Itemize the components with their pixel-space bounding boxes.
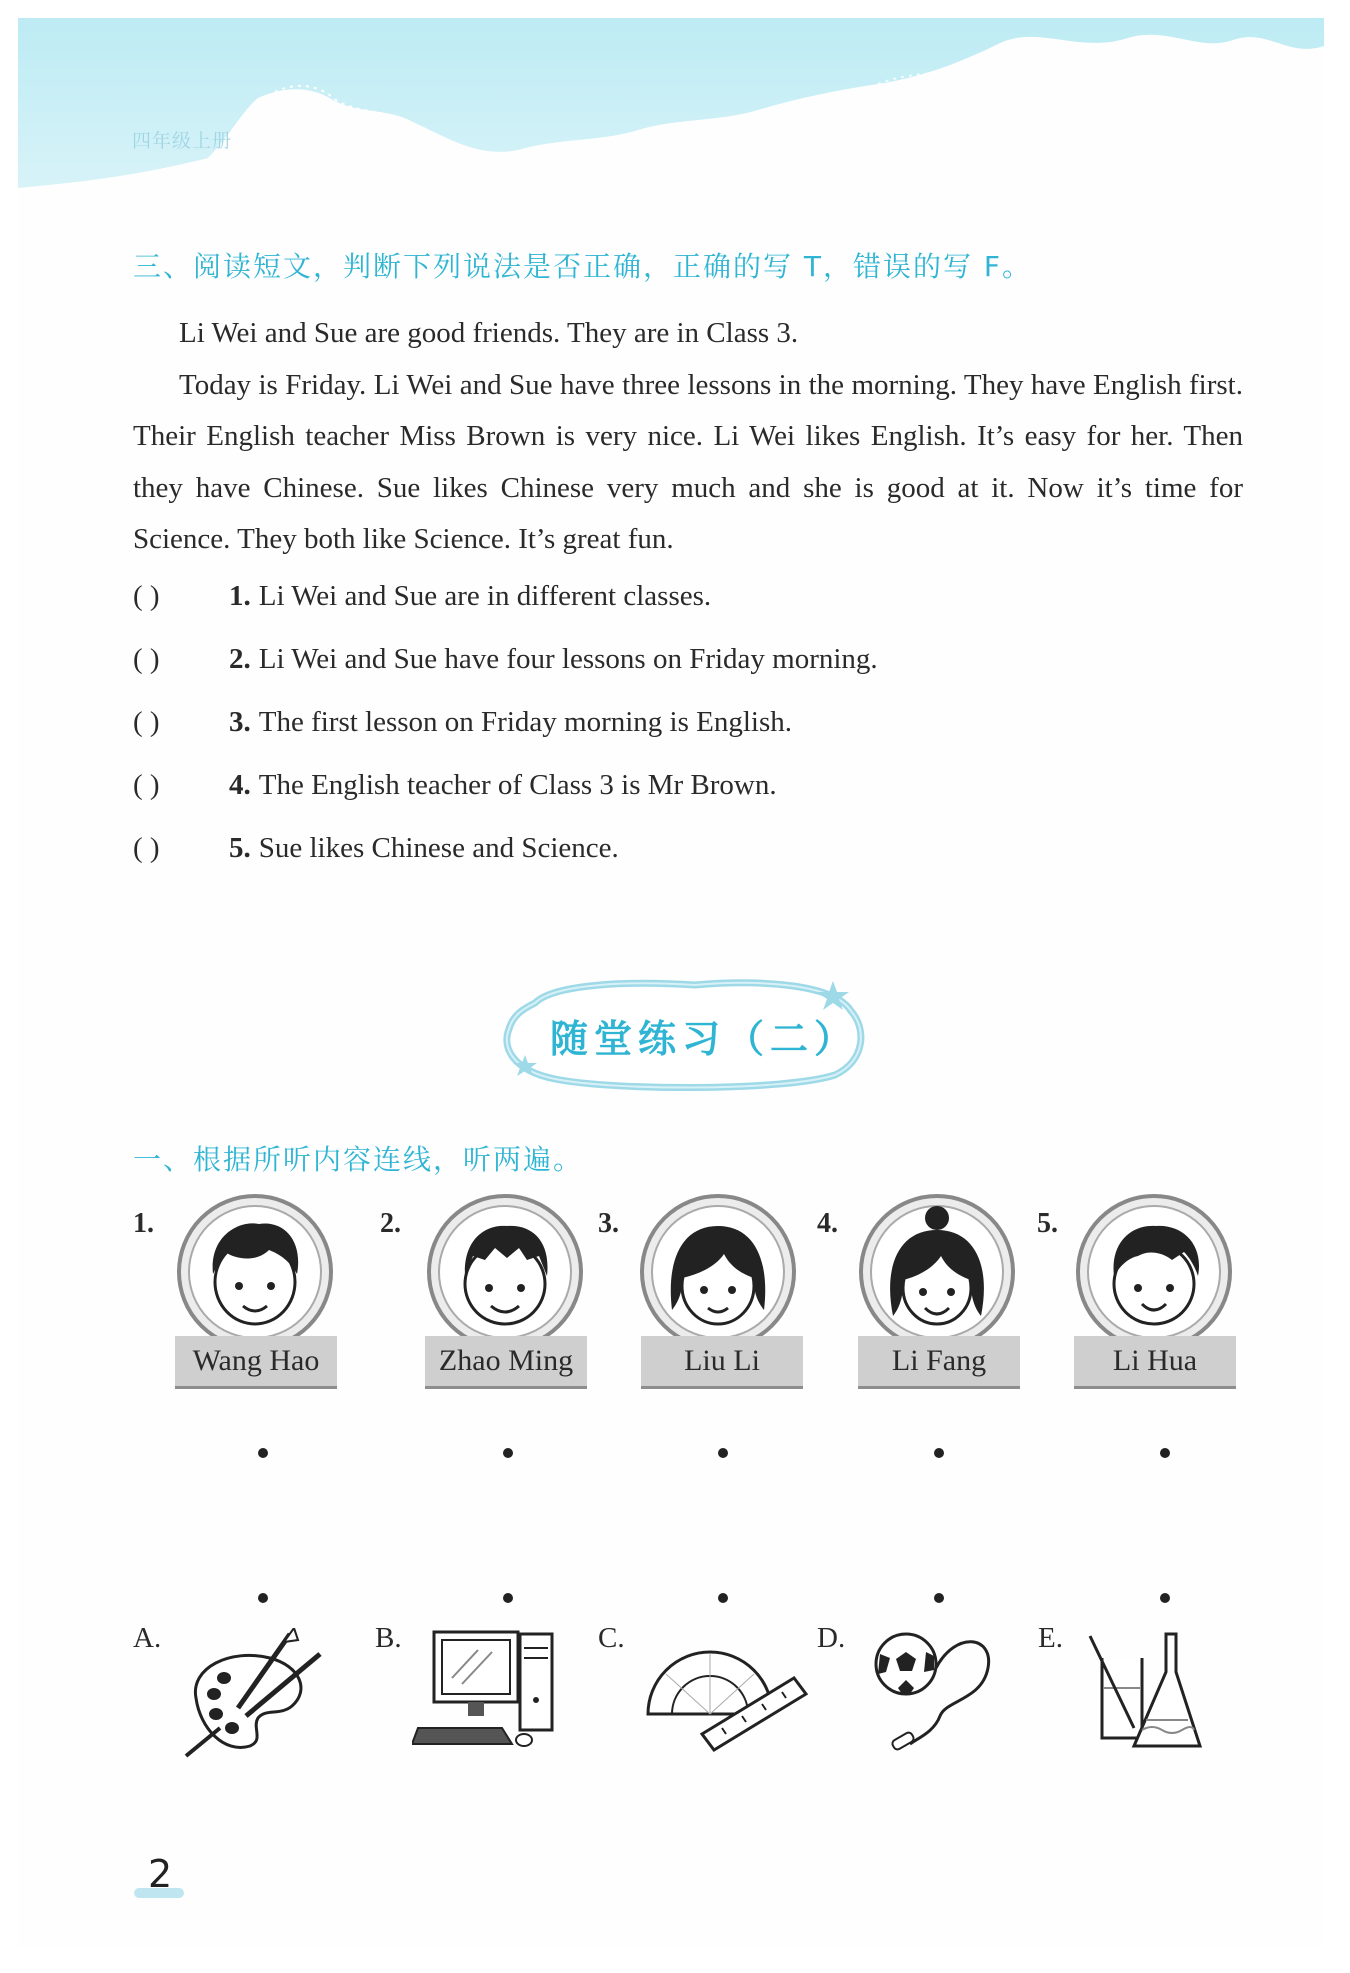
match-dot[interactable] [718,1593,728,1603]
grade-label: 四年级上册 [132,130,233,152]
protractor-ruler-icon [642,1628,812,1758]
question-item [133,580,711,613]
computer-icon [412,1628,562,1758]
option-letter: D. [817,1622,846,1654]
passage-paragraph: Today is Friday. Li Wei and Sue have three lessons in the morning. They have English first. Their English teacher Miss Brown is very nice. Li Wei likes English. It’s easy for her. Then they have Chinese. Sue likes Chinese very much and she is good at it. Now it’s time for Science. They both like Science. It’s great fun. [133,368,1243,555]
question-number: 1. [229,580,251,612]
question-text: The first lesson on Friday morning is English. [258,706,792,738]
reading-passage [133,308,1243,566]
person-number: 5. [1037,1208,1058,1239]
name-label: Zhao Ming [425,1336,587,1389]
section-3-title: 三、阅读短文，判断下列说法是否正确，正确的写 T，错误的写 F。 [133,250,1033,283]
match-dot[interactable] [503,1593,513,1603]
name-label: Liu Li [641,1336,803,1389]
header-cloud-band [18,18,1324,198]
match-dot[interactable] [258,1448,268,1458]
match-dot[interactable] [1160,1593,1170,1603]
question-number: 4. [229,769,251,801]
person-number: 2. [380,1208,401,1239]
name-label: Li Fang [858,1336,1020,1389]
question-text: The English teacher of Class 3 is Mr Brown. [258,769,777,801]
name-label: Li Hua [1074,1336,1236,1389]
option-letter: E. [1038,1622,1063,1654]
match-dot[interactable] [503,1448,513,1458]
page-number: 2 [148,1852,173,1896]
match-dot[interactable] [934,1593,944,1603]
person-number: 3. [598,1208,619,1239]
answer-blank[interactable]: ( ) [133,769,160,801]
option-letter: B. [375,1622,402,1654]
match-dot[interactable] [718,1448,728,1458]
match-dot[interactable] [1160,1448,1170,1458]
question-item [133,832,619,865]
answer-blank[interactable]: ( ) [133,643,160,675]
person-number: 4. [817,1208,838,1239]
question-text: Li Wei and Sue are in different classes. [258,580,712,612]
question-text: Li Wei and Sue have four lessons on Friday morning. [258,643,878,675]
question-item [133,706,792,739]
answer-blank[interactable]: ( ) [133,832,160,864]
name-label: Wang Hao [175,1336,337,1389]
match-dot[interactable] [934,1448,944,1458]
person-number: 1. [133,1208,154,1239]
question-number: 2. [229,643,251,675]
question-item [133,643,878,676]
question-number: 3. [229,706,251,738]
option-letter: A. [133,1622,162,1654]
ball-jump-rope-icon [870,1628,1000,1758]
answer-blank[interactable]: ( ) [133,706,160,738]
question-text: Sue likes Chinese and Science. [258,832,619,864]
question-number: 5. [229,832,251,864]
match-dot[interactable] [258,1593,268,1603]
paint-palette-icon [180,1628,330,1758]
lab-beakers-icon [1082,1628,1212,1758]
practice-title: 随堂练习（二） [550,1017,859,1061]
section-1-title: 一、根据所听内容连线，听两遍。 [133,1143,584,1176]
question-item [133,769,777,802]
answer-blank[interactable]: ( ) [133,580,160,612]
option-letter: C. [598,1622,625,1654]
passage-paragraph: Li Wei and Sue are good friends. They are in Class 3. [179,317,799,349]
